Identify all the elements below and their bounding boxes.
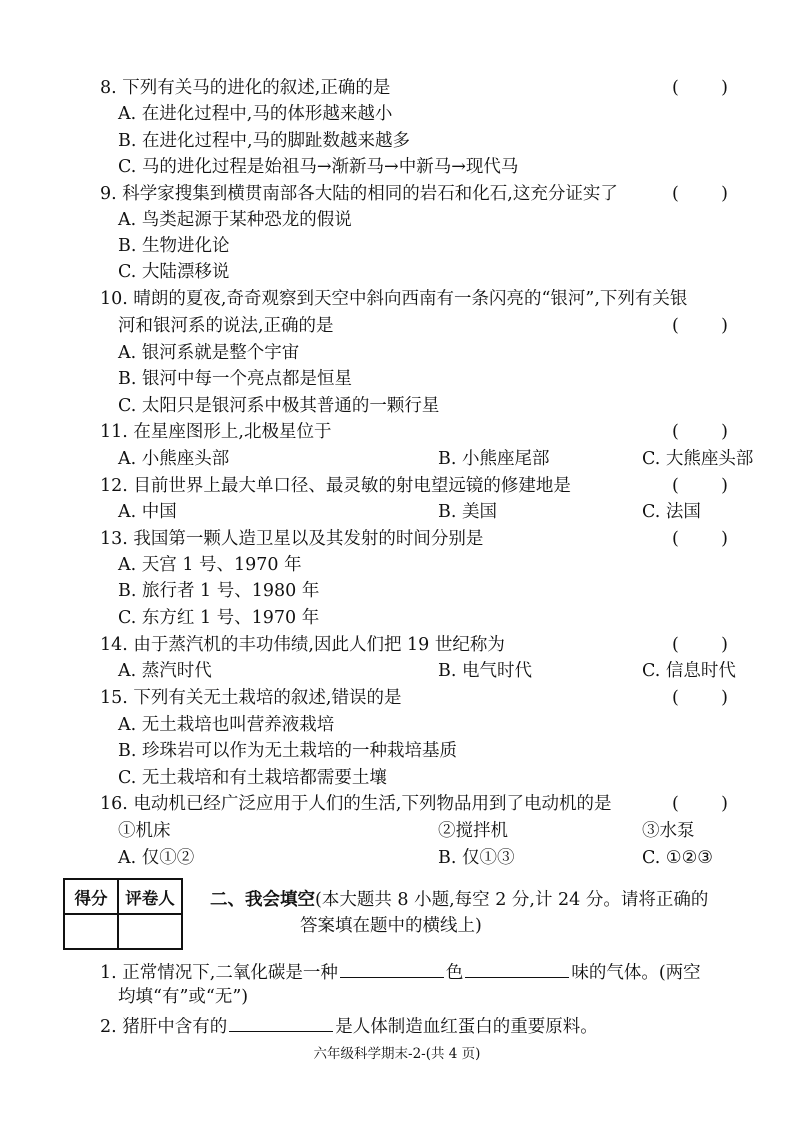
answer-paren-12[interactable]: ( ) [672,476,728,496]
page-footer: 六年级科学期末-2-(共 4 页) [313,1046,481,1062]
question-11-option-c: C. 大熊座头部 [642,449,754,469]
fill-question-1-continued: 均填“有”或“无”) [118,987,249,1007]
question-12-option-b: B. 美国 [438,502,497,522]
question-16-option-a: A. 仅①② [118,848,195,868]
question-13-option-a: A. 天宫 1 号、1970 年 [118,555,302,575]
section-2-heading [210,887,730,913]
answer-paren-13[interactable]: ( ) [672,529,728,549]
question-9-option-b: B. 生物进化论 [118,236,230,256]
question-8-stem: 8. 下列有关马的进化的叙述,正确的是 [100,78,391,98]
question-16-options [118,845,734,871]
question-16-items [118,818,734,844]
fill-q1-blank-2[interactable] [465,957,569,978]
question-14-option-a: A. 蒸汽时代 [118,661,212,681]
question-15-stem: 15. 下列有关无土栽培的叙述,错误的是 [100,688,402,708]
fill-q1-text-a: 1. 正常情况下,二氧化碳是一种 [100,963,338,983]
question-13-option-b: B. 旅行者 1 号、1980 年 [118,581,320,601]
fill-question-2 [100,1011,734,1040]
section-2-desc: (本大题共 8 小题,每空 2 分,计 24 分。请将正确的 [315,890,709,910]
answer-paren-8[interactable]: ( ) [672,78,728,98]
question-14-options [118,658,734,684]
question-12-options [118,499,734,525]
question-8-option-c: C. 马的进化过程是始祖马→渐新马→中新马→现代马 [118,157,519,177]
section-2-desc-continued: 答案填在题中的横线上) [300,916,482,936]
question-12-option-a: A. 中国 [118,502,177,522]
question-11-option-b: B. 小熊座尾部 [438,449,550,469]
question-15-option-b: B. 珍珠岩可以作为无土栽培的一种栽培基质 [118,741,457,761]
question-10-option-b: B. 银河中每一个亮点都是恒星 [118,369,352,389]
question-10-stem-continued: 河和银河系的说法,正确的是 [118,316,334,336]
question-12-option-c: C. 法国 [642,502,701,522]
section-2-title: 二、我会填空 [210,890,315,910]
grader-header: 评卷人 [118,879,182,914]
question-11-option-a: A. 小熊座头部 [118,449,230,469]
fill-q1-text-b: 色 [445,963,464,983]
question-9-option-c: C. 大陆漂移说 [118,262,230,282]
question-14-stem: 14. 由于蒸汽机的丰功伟绩,因此人们把 19 世纪称为 [100,635,505,655]
question-11-options [118,446,754,472]
question-13-stem: 13. 我国第一颗人造卫星以及其发射的时间分别是 [100,529,484,549]
question-11-stem: 11. 在星座图形上,北极星位于 [100,422,332,442]
question-16-item-3: ③水泵 [642,821,695,841]
question-12-stem: 12. 目前世界上最大单口径、最灵敏的射电望远镜的修建地是 [100,476,571,496]
fill-q2-text-b: 是人体制造血红蛋白的重要原料。 [335,1017,598,1037]
question-15-option-a: A. 无土栽培也叫营养液栽培 [118,715,335,735]
answer-paren-9[interactable]: ( ) [672,184,728,204]
answer-paren-14[interactable]: ( ) [672,635,728,655]
grader-cell[interactable] [118,914,182,949]
answer-paren-15[interactable]: ( ) [672,688,728,708]
fill-q2-blank[interactable] [229,1011,333,1032]
score-cell[interactable] [64,914,118,949]
question-8-option-b: B. 在进化过程中,马的脚趾数越来越多 [118,131,411,151]
question-13-option-c: C. 东方红 1 号、1970 年 [118,608,320,628]
question-16-option-c: C. ①②③ [642,848,713,868]
question-15-option-c: C. 无土栽培和有土栽培都需要土壤 [118,768,387,788]
fill-question-1 [100,957,734,986]
question-16-item-1: ①机床 [118,821,171,841]
fill-q1-text-c: 味的气体。(两空 [571,963,701,983]
question-10-option-a: A. 银河系就是整个宇宙 [118,343,300,363]
answer-paren-16[interactable]: ( ) [672,794,728,814]
question-16-item-2: ②搅拌机 [438,821,508,841]
question-8-option-a: A. 在进化过程中,马的体形越来越小 [118,104,393,124]
answer-paren-11[interactable]: ( ) [672,422,728,442]
question-16-option-b: B. 仅①③ [438,848,515,868]
fill-q1-blank-1[interactable] [340,957,444,978]
question-9-option-a: A. 鸟类起源于某种恐龙的假说 [118,210,352,230]
question-16-stem: 16. 电动机已经广泛应用于人们的生活,下列物品用到了电动机的是 [100,794,612,814]
question-10-option-c: C. 太阳只是银河系中极其普通的一颗行星 [118,396,440,416]
answer-paren-10[interactable]: ( ) [672,316,728,336]
question-14-option-c: C. 信息时代 [642,661,736,681]
question-9-stem: 9. 科学家搜集到横贯南部各大陆的相同的岩石和化石,这充分证实了 [100,184,618,204]
score-header: 得分 [64,879,118,914]
question-14-option-b: B. 电气时代 [438,661,532,681]
fill-q2-text-a: 2. 猪肝中含有的 [100,1017,228,1037]
question-10-stem: 10. 晴朗的夏夜,奇奇观察到天空中斜向西南有一条闪亮的“银河”,下列有关银 [100,289,688,309]
score-table [63,878,183,950]
